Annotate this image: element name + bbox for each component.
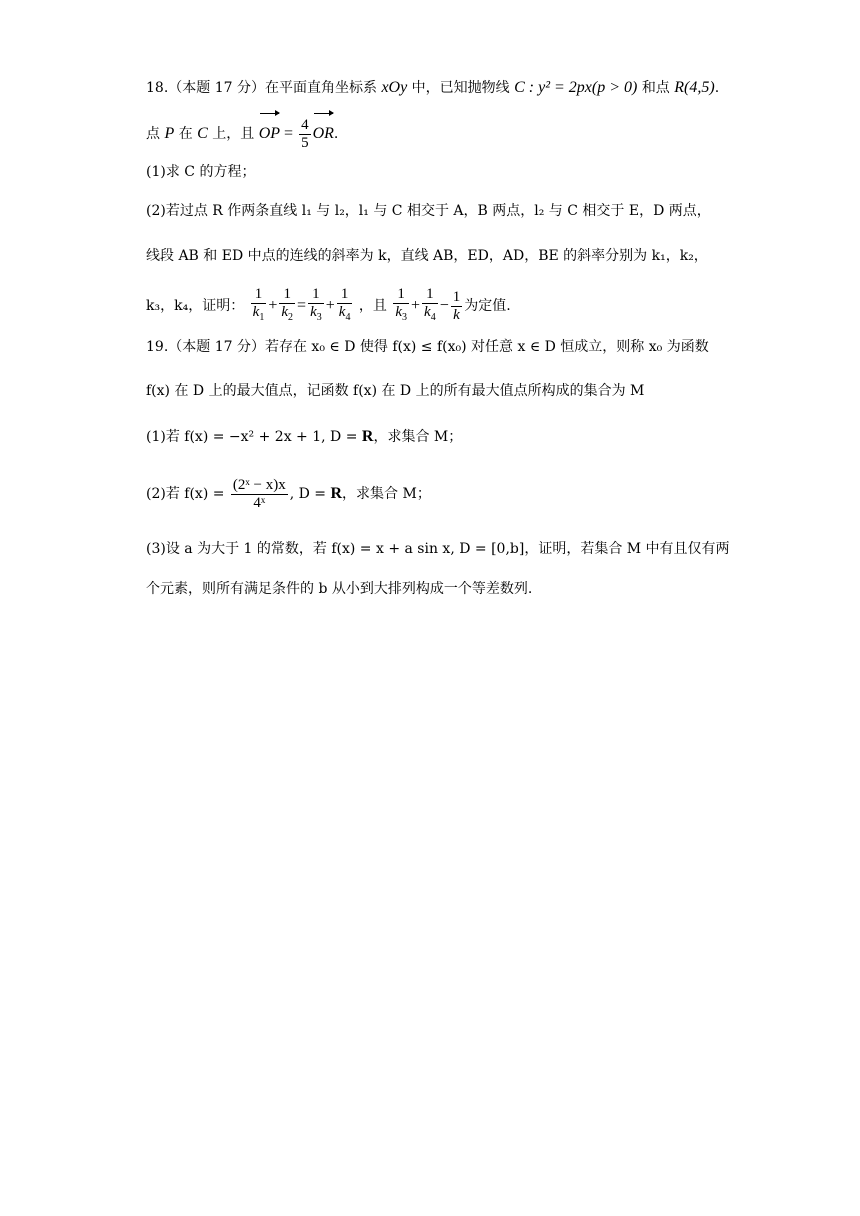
- q18-equals: =: [280, 125, 298, 142]
- q18-line2-end: .: [333, 126, 339, 142]
- q18-header-text-a: 18.（本题 17 分）在平面直角坐标系: [146, 80, 377, 96]
- q18-header: [146, 78, 760, 98]
- frac-1-k4-b: $\frac{1}{k_4}$: [424, 286, 436, 323]
- q19-part1-text-a: (1)若 f(x) = −x² + 2x + 1, D =: [146, 429, 362, 445]
- q19-part2-text-a: (2)若 f(x) =: [146, 486, 229, 502]
- frac-1-k3: $\frac{1}{k_3}$: [310, 286, 322, 323]
- q19-part1: [146, 427, 760, 447]
- q19-part2-fraction: [231, 477, 288, 512]
- q18-part2-line3: k₃，k₄，证明： $\frac{1}{k_1}$ + $\frac{1}{k_2}$ = $\frac{1}{k_3}$ + $\frac{1}{k_4}$ ，且 $\frac{1}{k_3}$ + $\frac{1}{k_4}$ − $\frac{1}{k}$ 为定值.: [146, 286, 760, 326]
- q19-part3-line2: 个元素，则所有满足条件的 b 从小到大排列构成一个等差数列.: [146, 581, 533, 597]
- q18-frac-num: 4: [301, 116, 309, 133]
- q19-definition: f(x) 在 D 上的最大值点，记函数 f(x) 在 D 上的所有最大值点所构成的集合为 M: [146, 383, 645, 399]
- q19-part3-line1: (3)设 a 为大于 1 的常数，若 f(x) = x + a sin x, D = [0,b]，证明，若集合 M 中有且仅有两: [146, 541, 730, 557]
- q18-part1: (1)求 C 的方程；: [146, 164, 256, 180]
- q18-vector-or: OR: [313, 116, 334, 152]
- q18-xoy: xOy: [381, 79, 408, 96]
- q18-part2-line3-text-a: k₃，k₄，证明：: [146, 298, 245, 314]
- frac-1-k4: $\frac{1}{k_4}$: [338, 286, 351, 323]
- frac-1-k1: $\frac{1}{k_1}$: [252, 286, 265, 323]
- q18-condition: [146, 116, 760, 152]
- q19-part2: [146, 474, 760, 514]
- q18-point-r: R(4,5): [674, 79, 715, 96]
- q19-part2-den: 4ˣ: [253, 494, 266, 511]
- q18-fraction: [299, 117, 311, 152]
- q18-line2-text-b: 在: [178, 126, 193, 142]
- q18-parabola: C : y² = 2px(p > 0): [514, 79, 638, 96]
- q18-point-p: P: [164, 125, 175, 142]
- q18-part2-line3-text-b: ，且: [358, 298, 387, 314]
- q19-part2-text-b: , D =: [289, 486, 331, 502]
- q19-part2-text-c: ，求集合 M；: [342, 486, 431, 502]
- q18-part2-line2: 线段 AB 和 ED 中点的连线的斜率为 k，直线 AB，ED，AD，BE 的斜率分别为 k₁，k₂，: [146, 248, 708, 264]
- q19-part2-num: (2ˣ − x)x: [232, 476, 286, 493]
- frac-1-k3-b: $\frac{1}{k_3}$: [395, 286, 408, 323]
- q18-curve-c: C: [197, 125, 208, 142]
- q18-part2-line1: (2)若过点 R 作两条直线 l₁ 与 l₂，l₁ 与 C 相交于 A，B 两点，l₂ 与 C 相交于 E，D 两点，: [146, 203, 711, 219]
- q18-line2-text-a: 点: [146, 126, 160, 142]
- q18-line2-text-c: 上，且: [212, 126, 255, 142]
- q18-frac-den: 5: [301, 134, 309, 151]
- q18-vector-op: OP: [259, 116, 280, 152]
- q18-header-end: .: [714, 80, 720, 96]
- frac-1-k: $\frac{1}{k}$: [452, 288, 461, 323]
- frac-1-k2: $\frac{1}{k_2}$: [281, 286, 294, 323]
- q19-part1-text-b: ，求集合 M；: [373, 429, 463, 445]
- q19-part1-reals: R: [361, 428, 374, 445]
- q19-part2-reals: R: [330, 485, 343, 502]
- q19-header: 19.（本题 17 分）若存在 x₀ ∈ D 使得 f(x) ≤ f(x₀) 对任意 x ∈ D 恒成立，则称 x₀ 为函数: [146, 339, 709, 355]
- q18-header-text-b: 中，已知抛物线: [411, 80, 510, 96]
- q18-header-text-c: 和点: [641, 80, 670, 96]
- q18-part2-line3-text-c: 为定值.: [464, 298, 511, 314]
